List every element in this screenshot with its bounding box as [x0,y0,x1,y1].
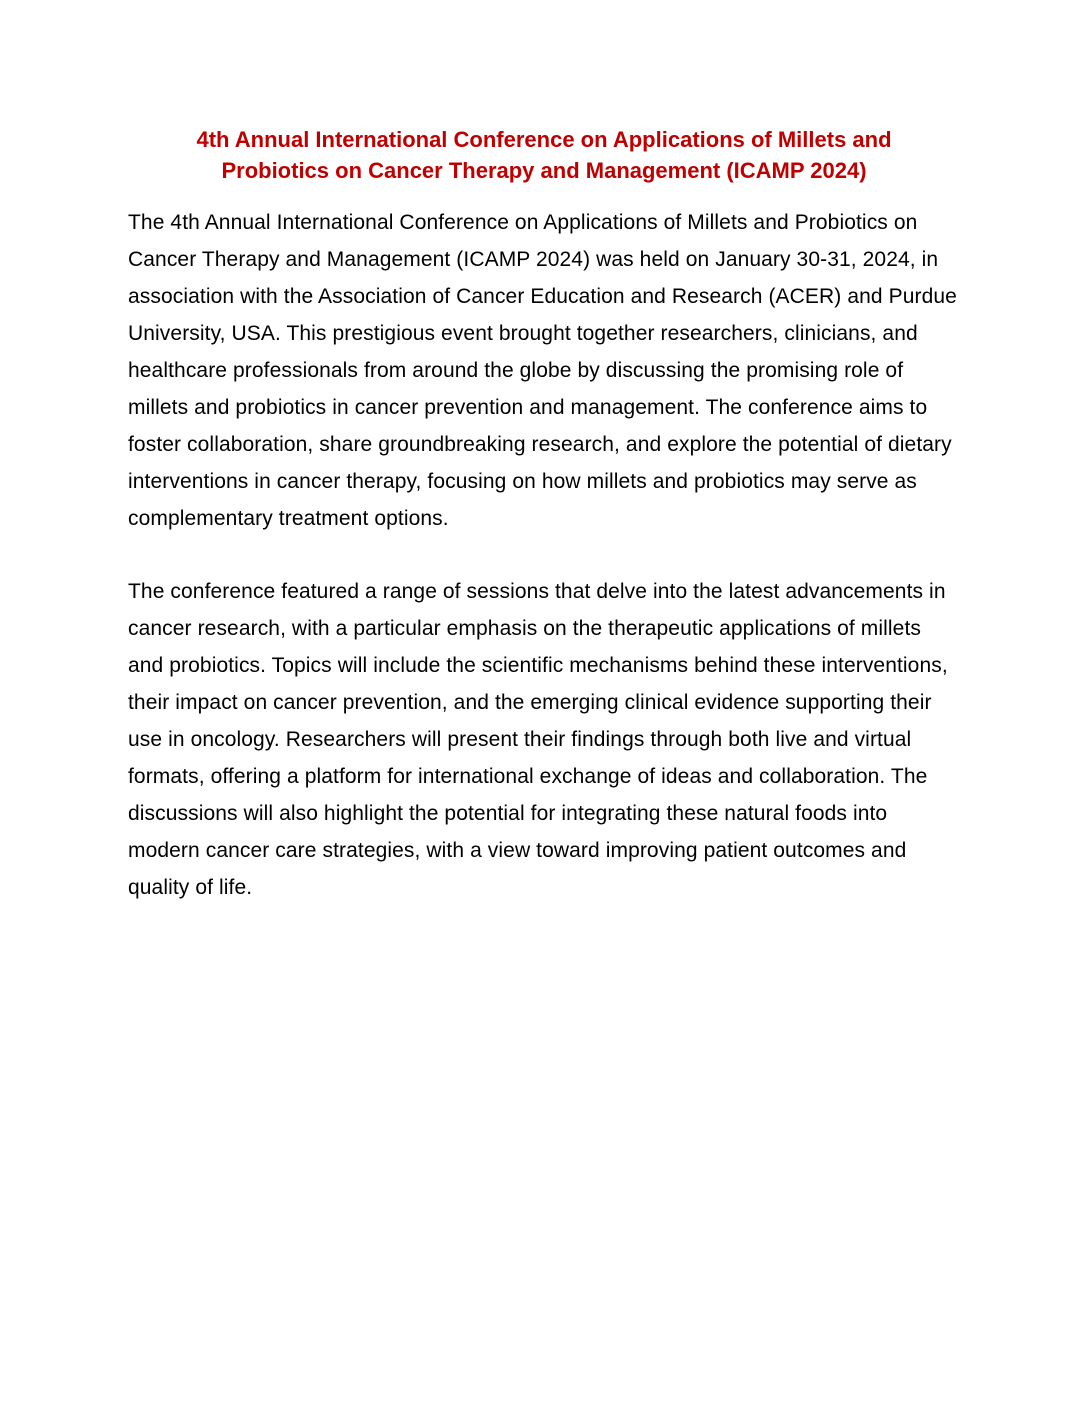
document-title [128,124,960,186]
document-title-line-2: Probiotics on Cancer Therapy and Management (ICAMP 2024) [221,158,867,183]
paragraph-conference-overview: The 4th Annual International Conference on Applications of Millets and Probiotics on Cancer Therapy and Management (ICAMP 2024) was held on January 30-31, 2024, in association with the Association of Cancer Education and Research (ACER) and Purdue University, USA. This prestigious event brought together researchers, clinicians, and healthcare professionals from around the globe by discussing the promising role of millets and probiotics in cancer prevention and management. The conference aims to foster collaboration, share groundbreaking research, and explore the potential of dietary interventions in cancer therapy, focusing on how millets and probiotics may serve as complementary treatment options. [128,211,957,530]
paragraph-conference-sessions: The conference featured a range of sessions that delve into the latest advancements in cancer research, with a particular emphasis on the therapeutic applications of millets and probiotics. Topics will include the scientific mechanisms behind these interventions, their impact on cancer prevention, and the emerging clinical evidence supporting their use in oncology. Researchers will present their findings through both live and virtual formats, offering a platform for international exchange of ideas and collaboration. The discussions will also highlight the potential for integrating these natural foods into modern cancer care strategies, with a view toward improving patient outcomes and quality of life. [128,580,948,899]
document-title-line-1: 4th Annual International Conference on Applications of Millets and [196,127,892,152]
